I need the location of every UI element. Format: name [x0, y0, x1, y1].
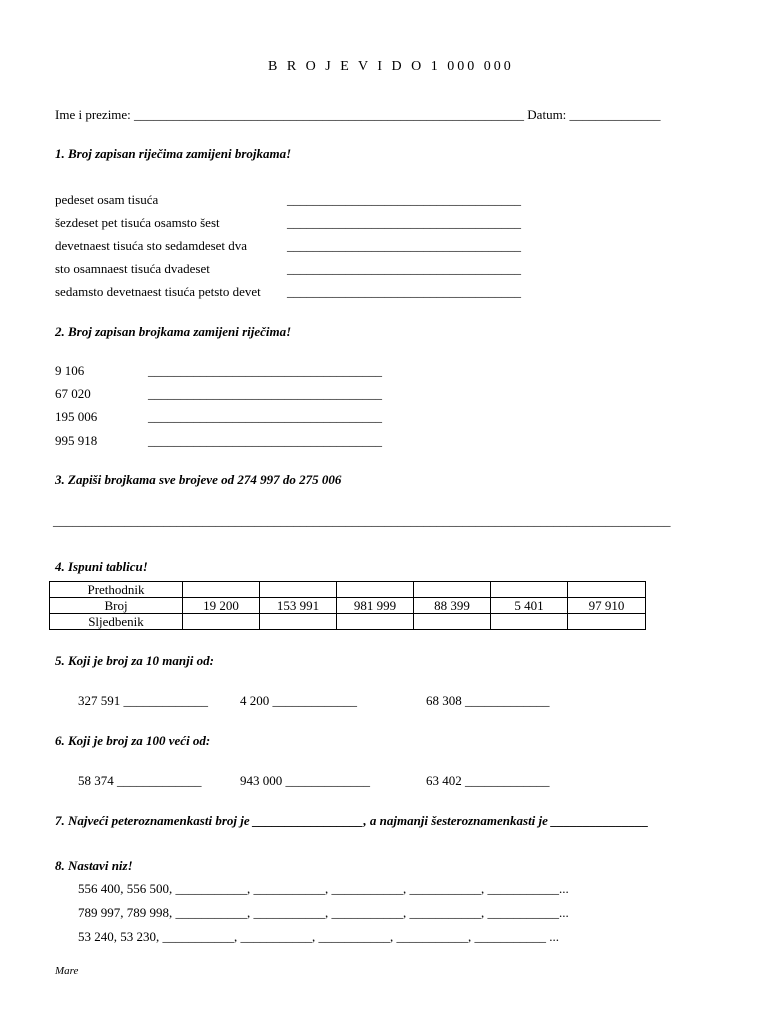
table-cell-number: 97 910 — [568, 598, 646, 614]
page-title: B R O J E V I D O 1 000 000 — [268, 59, 514, 74]
task2-item: 195 006 — [55, 409, 98, 424]
fill-table — [49, 581, 646, 630]
task1-answer-line: ____________________________________ — [287, 261, 521, 276]
task1-item: sto osamnaest tisuća dvadeset — [55, 261, 210, 276]
task2-item: 995 918 — [55, 433, 98, 448]
table-cell-number: 5 401 — [491, 598, 568, 614]
row-label-broj: Broj — [50, 598, 183, 614]
table-cell-number: 153 991 — [260, 598, 337, 614]
task5-item: 68 308 _____________ — [426, 693, 550, 708]
task8-sequence: 556 400, 556 500, ___________, ___________, ___________, ___________, ___________... — [78, 881, 569, 896]
task2-answer-line: ____________________________________ — [148, 409, 382, 424]
name-date-line: Ime i prezime: ____________________________________________________________ Datum: ______________ — [55, 107, 661, 122]
task8-sequence: 53 240, 53 230, ___________, ___________, ___________, ___________, ___________ ... — [78, 929, 559, 944]
task8-heading: 8. Nastavi niz! — [55, 858, 133, 873]
table-cell-empty[interactable] — [183, 582, 260, 598]
table-cell-empty[interactable] — [260, 582, 337, 598]
task6-item: 63 402 _____________ — [426, 773, 550, 788]
row-label-sljedbenik: Sljedbenik — [50, 614, 183, 630]
task5-heading: 5. Koji je broj za 10 manji od: — [55, 653, 214, 668]
task2-item: 9 106 — [55, 363, 85, 378]
task2-answer-line: ____________________________________ — [148, 386, 382, 401]
table-cell-empty[interactable] — [337, 582, 414, 598]
table-row — [50, 582, 646, 598]
task6-item: 943 000 _____________ — [240, 773, 370, 788]
table-cell-empty[interactable] — [183, 614, 260, 630]
task7-text: 7. Najveći peteroznamenkasti broj je _________________, a najmanji šesteroznamenkasti je _______________ — [55, 813, 649, 828]
table-cell-number: 19 200 — [183, 598, 260, 614]
task6-heading: 6. Koji je broj za 100 veći od: — [55, 733, 211, 748]
task5-item: 4 200 _____________ — [240, 693, 357, 708]
task1-answer-line: ____________________________________ — [287, 215, 521, 230]
table-row — [50, 598, 646, 614]
task1-answer-line: ____________________________________ — [287, 192, 521, 207]
table-cell-empty[interactable] — [260, 614, 337, 630]
table-cell-empty[interactable] — [491, 614, 568, 630]
task2-answer-line: ____________________________________ — [148, 363, 382, 378]
task2-item: 67 020 — [55, 386, 91, 401]
task5-item: 327 591 _____________ — [78, 693, 208, 708]
task2-answer-line: ____________________________________ — [148, 433, 382, 448]
author-footer: Mare — [55, 965, 79, 977]
table-row — [50, 614, 646, 630]
table-cell-empty[interactable] — [414, 582, 491, 598]
task1-answer-line: ____________________________________ — [287, 238, 521, 253]
task6-item: 58 374 _____________ — [78, 773, 202, 788]
table-cell-empty[interactable] — [491, 582, 568, 598]
table-cell-empty[interactable] — [568, 582, 646, 598]
table-cell-empty[interactable] — [568, 614, 646, 630]
task1-item: šezdeset pet tisuća osamsto šest — [55, 215, 220, 230]
task2-heading: 2. Broj zapisan brojkama zamijeni riječima! — [55, 324, 292, 339]
task4-heading: 4. Ispuni tablicu! — [55, 559, 148, 574]
task3-answer-line: _______________________________________________________________________________________________ — [53, 513, 671, 528]
table-cell-number: 981 999 — [337, 598, 414, 614]
task3-heading: 3. Zapiši brojkama sve brojeve od 274 997 do 275 006 — [55, 472, 342, 487]
table-cell-number: 88 399 — [414, 598, 491, 614]
task1-item: pedeset osam tisuća — [55, 192, 159, 207]
task8-sequence: 789 997, 789 998, ___________, ___________, ___________, ___________, ___________... — [78, 905, 569, 920]
row-label-prethodnik: Prethodnik — [50, 582, 183, 598]
task1-heading: 1. Broj zapisan riječima zamijeni brojkama! — [55, 146, 292, 161]
task1-answer-line: ____________________________________ — [287, 284, 521, 299]
table-cell-empty[interactable] — [414, 614, 491, 630]
table-cell-empty[interactable] — [337, 614, 414, 630]
task1-item: devetnaest tisuća sto sedamdeset dva — [55, 238, 248, 253]
task1-item: sedamsto devetnaest tisuća petsto devet — [55, 284, 261, 299]
